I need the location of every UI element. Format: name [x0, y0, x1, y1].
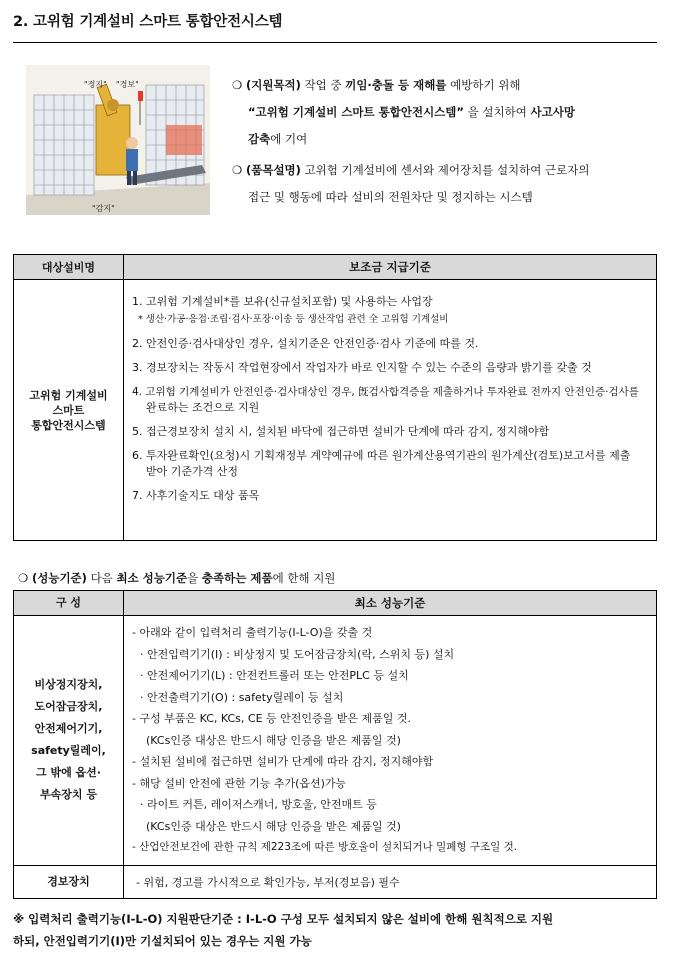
purpose-system-name: “고위험 기계설비 스마트 통합안전시스템” [248, 105, 464, 119]
purpose-label: (지원목적) [245, 78, 301, 92]
component-label-line: 도어잠금장치, [34, 700, 103, 714]
header-equipment: 대상설비명 [14, 255, 124, 280]
component-label-cell [14, 616, 124, 866]
performance-line: - 산업안전보건에 관한 규칙 제223조에 따른 방호울이 설치되거나 밀폐형 구조일 것. [132, 841, 518, 853]
section-title: 2. 고위험 기계설비 스마트 통합안전시스템 [13, 14, 283, 30]
purpose-bold-4: 감축 [248, 132, 271, 146]
performance-line: - 해당 설비 안전에 관한 기능 추가(옵션)가능 [132, 776, 347, 790]
alarm-label-cell: 경보장치 [14, 865, 124, 898]
description-line-1 [232, 157, 662, 184]
performance-bold-1: 최소 성능기준 [116, 571, 188, 585]
illus-label-stop: "정지" [84, 80, 107, 89]
component-label-line: 비상정지장치, [34, 678, 103, 692]
header-composition: 구 성 [14, 591, 124, 616]
criteria-item-cont: 받아 기준가격 산정 [146, 465, 239, 478]
performance-line: · 안전출력기기(O) : safety릴레이 등 설치 [140, 690, 344, 704]
criteria-cell [124, 280, 657, 541]
equipment-name-line: 통합안전시스템 [31, 418, 106, 432]
component-label-line: 부속장치 등 [40, 788, 97, 802]
criteria-item: 3. 경보장치는 작동시 작업현장에서 작업자가 바로 인지할 수 있는 수준의 음량과 밝기를 갖출 것 [132, 361, 592, 374]
description-marker: ❍ [232, 163, 243, 177]
performance-marker: ❍ [18, 571, 29, 585]
performance-line: · 라이트 커튼, 레이저스캐너, 방호울, 안전매트 등 [140, 798, 377, 811]
criteria-item: 2. 안전인증·검사대상인 경우, 설치기준은 안전인증·검사 기준에 따를 것. [132, 337, 479, 350]
footnote [13, 908, 663, 952]
purpose-line-1 [232, 72, 662, 99]
criteria-item: 7. 사후기술지도 대상 품목 [132, 489, 260, 502]
purpose-text-1: 작업 중 [300, 78, 346, 92]
performance-line: (KCs인증 대상은 반드시 해당 인증을 받은 제품일 것) [146, 733, 401, 747]
purpose-bold-1: 끼임·충돌 등 재해를 [345, 78, 447, 92]
purpose-text-2: 예방하기 위해 [446, 78, 521, 92]
performance-line: · 안전제어기기(L) : 안전컨트롤러 또는 안전PLC 등 설치 [140, 669, 409, 682]
purpose-bold-3: 사고사망 [530, 105, 575, 119]
performance-text-3: 에 한해 지원 [272, 571, 336, 585]
footnote-line-2: 하되, 안전입력기기(I)만 기설치되어 있는 경우는 지원 가능 [13, 934, 312, 948]
equipment-name-line: 스마트 [52, 403, 85, 417]
criteria-item: 6. 투자완료확인(요청)시 기획재정부 계약예규에 따른 원가계산용역기관의 원가계산(검토)보고서를 제출 [132, 449, 631, 462]
header-subsidy-criteria: 보조금 지급기준 [124, 255, 657, 280]
description-text-1: 고위험 기계설비에 센서와 제어장치를 설치하여 근로자의 [300, 163, 590, 177]
description-label: (품목설명) [245, 163, 301, 177]
performance-text-2: 을 [187, 571, 202, 585]
purpose-line-3 [232, 126, 662, 153]
header-min-performance: 최소 성능기준 [124, 591, 657, 616]
purpose-text-4: 에 기여 [270, 132, 308, 146]
intro-block [232, 72, 662, 211]
performance-line: - 아래와 같이 입력처리 출력기능(I-L-O)을 갖출 것 [132, 626, 373, 639]
subsidy-criteria-table [13, 254, 657, 541]
purpose-text-3: 을 설치하여 [463, 105, 531, 119]
performance-cell [124, 616, 657, 866]
performance-label: (성능기준) [31, 571, 87, 585]
performance-line: - 설치된 설비에 접근하면 설비가 단계에 따라 감지, 정지해야함 [132, 755, 434, 768]
performance-line: (KCs인증 대상은 반드시 해당 인증을 받은 제품일 것) [146, 819, 401, 833]
criteria-item: 1. 고위험 기계설비*를 보유(신규설치포함) 및 사용하는 사업장 [132, 295, 433, 308]
component-label-line: 그 밖에 옵션· [36, 766, 101, 780]
performance-heading [18, 570, 335, 586]
footnote-line-1: ※ 입력처리 출력기능(I-L-O) 지원판단기준 : I-L-O 구성 모두 설치되지 않은 설비에 한해 원칙적으로 지원 [13, 912, 554, 926]
description-line-2: 접근 및 행동에 따라 설비의 전원차단 및 정지하는 시스템 [248, 190, 533, 204]
component-label-line: 안전제어기기, [34, 722, 103, 736]
illus-label-detect: "감지" [92, 204, 115, 213]
performance-text-1: 다음 [86, 571, 117, 585]
criteria-item-cont: 완료하는 조건으로 지원 [146, 401, 260, 414]
title-divider [13, 42, 657, 43]
performance-line: · 안전입력기기(I) : 비상정지 및 도어잠금장치(락, 스위치 등) 설치 [140, 647, 455, 661]
criteria-item: 5. 접근경보장치 설치 시, 설치된 바닥에 접근하면 설비가 단계에 따라 감지, 정지해야함 [132, 425, 550, 438]
criteria-footnote: * 생산·가공·응접·조립·검사·포장·이송 등 생산작업 관련 全 고위험 기계설비 [138, 314, 449, 325]
machine-safety-illustration [26, 65, 210, 215]
criteria-item: 4. 고위험 기계설비가 안전인증·검사대상인 경우, 旣검사합격증을 제출하거나 투자완료 전까지 안전인증·검사를 [132, 386, 639, 398]
performance-bold-2: 충족하는 제품 [201, 571, 273, 585]
component-label-line: safety릴레이, [31, 744, 106, 758]
performance-line: - 구성 부품은 KC, KCs, CE 등 안전인증을 받은 제품일 것. [132, 712, 412, 725]
purpose-marker: ❍ [232, 78, 243, 92]
equipment-name-line: 고위험 기계설비 [29, 388, 108, 402]
alarm-criteria-cell: - 위험, 경고를 가시적으로 확인가능, 부저(경보음) 필수 [124, 865, 657, 898]
performance-criteria-table [13, 590, 657, 899]
equipment-name-cell [14, 280, 124, 541]
purpose-line-2 [232, 99, 662, 126]
illus-label-alarm: "경보" [116, 80, 139, 89]
